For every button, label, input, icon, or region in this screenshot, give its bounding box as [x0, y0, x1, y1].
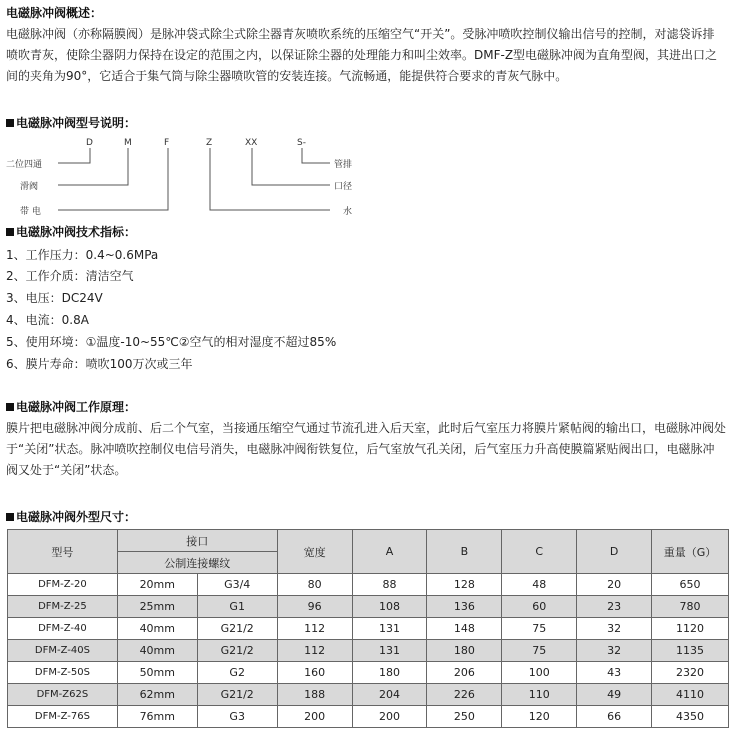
model-letter-m: M — [124, 138, 132, 148]
model-label-water: 水 — [343, 207, 353, 217]
cell-d: 32 — [577, 618, 652, 640]
cell-width: 80 — [277, 574, 352, 596]
cell-thread: G21/2 — [197, 640, 277, 662]
cell-port: 40mm — [117, 640, 197, 662]
cell-port: 20mm — [117, 574, 197, 596]
cell-model: DFM-Z-40S — [8, 640, 118, 662]
square-bullet-icon — [6, 403, 14, 411]
cell-b: 136 — [427, 596, 502, 618]
table-row — [8, 662, 729, 684]
spec-item: 4、电流：0.8A — [6, 313, 89, 327]
header-d: D — [577, 530, 652, 574]
cell-weight: 650 — [652, 574, 729, 596]
cell-width: 200 — [277, 706, 352, 728]
cell-width: 160 — [277, 662, 352, 684]
diagram-line-d — [58, 148, 90, 163]
square-bullet-icon — [6, 513, 14, 521]
cell-c: 48 — [502, 574, 577, 596]
spec-item: 6、膜片寿命：喷吹100万次或三年 — [6, 357, 193, 371]
table-row — [8, 574, 729, 596]
model-letter-xx: XX — [245, 138, 258, 148]
diagram-line-z — [210, 148, 330, 210]
cell-d: 66 — [577, 706, 652, 728]
model-heading: 电磁脉冲阀型号说明： — [6, 114, 136, 131]
cell-d: 23 — [577, 596, 652, 618]
cell-thread: G21/2 — [197, 618, 277, 640]
cell-d: 49 — [577, 684, 652, 706]
cell-model: DFM-Z-40 — [8, 618, 118, 640]
cell-c: 100 — [502, 662, 577, 684]
cell-port: 25mm — [117, 596, 197, 618]
spec-item: 1、工作压力：0.4~0.6MPa — [6, 248, 159, 262]
cell-a: 88 — [352, 574, 427, 596]
cell-a: 204 — [352, 684, 427, 706]
cell-b: 128 — [427, 574, 502, 596]
model-label-two-position: 二位四通 — [6, 160, 43, 170]
cell-thread: G3 — [197, 706, 277, 728]
diagram-line-f — [58, 148, 168, 210]
cell-model: DFM-Z-50S — [8, 662, 118, 684]
table-row — [8, 684, 729, 706]
overview-text: 电磁脉冲阀（亦称隔膜阀）是脉冲袋式除尘式除尘器青灰喷吹系统的压缩空气“开关”。受脉冲喷吹控制仪输出信号的控制，对滤袋诉排喷吹青灰，使除尘器阴力保持在设定的范围之内，以保证除尘器的处理能力和叫尘效率。DMF-Z型电磁脉冲阀为直角型阀，其进出口之间的夹角为90°，它适合于集气筒与除尘器喷吹管的安装连接。气流畅通，能提供符合要求的青灰气脉中。 — [6, 27, 718, 83]
cell-d: 43 — [577, 662, 652, 684]
spec-item: 2、工作介质：清洁空气 — [6, 269, 134, 283]
specs-heading: 电磁脉冲阀技术指标： — [6, 223, 136, 240]
cell-c: 120 — [502, 706, 577, 728]
table-row — [8, 706, 729, 728]
cell-weight: 4110 — [652, 684, 729, 706]
cell-a: 131 — [352, 640, 427, 662]
header-width: 宽度 — [277, 530, 352, 574]
cell-port: 40mm — [117, 618, 197, 640]
cell-a: 108 — [352, 596, 427, 618]
dimensions-heading: 电磁脉冲阀外型尺寸： — [6, 508, 136, 525]
model-letter-z: Z — [206, 138, 213, 148]
cell-d: 20 — [577, 574, 652, 596]
cell-width: 112 — [277, 640, 352, 662]
cell-c: 110 — [502, 684, 577, 706]
cell-weight: 4350 — [652, 706, 729, 728]
header-model: 型号 — [8, 530, 118, 574]
cell-b: 250 — [427, 706, 502, 728]
table-row — [8, 618, 729, 640]
cell-b: 180 — [427, 640, 502, 662]
diagram-line-xx — [252, 148, 330, 185]
cell-port: 76mm — [117, 706, 197, 728]
cell-thread: G1 — [197, 596, 277, 618]
cell-thread: G2 — [197, 662, 277, 684]
header-a: A — [352, 530, 427, 574]
model-label-powered: 带 电 — [20, 207, 41, 217]
header-thread: 公制连接螺纹 — [117, 552, 277, 574]
cell-model: DFM-Z-25 — [8, 596, 118, 618]
cell-b: 226 — [427, 684, 502, 706]
cell-b: 206 — [427, 662, 502, 684]
diagram-line-m — [58, 148, 128, 185]
cell-model: DFM-Z-20 — [8, 574, 118, 596]
dimensions-table — [7, 529, 729, 728]
model-code-diagram — [0, 0, 732, 225]
principle-heading: 电磁脉冲阀工作原理： — [6, 398, 136, 415]
cell-a: 131 — [352, 618, 427, 640]
principle-text: 膜片把电磁脉冲阀分成前、后二个气室，当接通压缩空气通过节流孔进入后天室，此时后气室压力将膜片紧帖阀的输出口，电磁脉冲阀处于“关闭”状态。脉冲喷吹控制仪电信号消失，电磁脉冲阀衔铁复位，后气室放气孔关闭，后气室压力升高使膜篇紧贴阀出口，电磁脉冲阀又处于“关闭”状态。 — [6, 421, 727, 477]
cell-thread: G21/2 — [197, 684, 277, 706]
header-c: C — [502, 530, 577, 574]
cell-weight: 2320 — [652, 662, 729, 684]
cell-port: 62mm — [117, 684, 197, 706]
model-letter-d: D — [86, 138, 93, 148]
cell-weight: 1135 — [652, 640, 729, 662]
cell-weight: 780 — [652, 596, 729, 618]
square-bullet-icon — [6, 228, 14, 236]
overview-heading: 电磁脉冲阀概述： — [6, 6, 103, 20]
table-row — [8, 596, 729, 618]
cell-model: DFM-Z-76S — [8, 706, 118, 728]
spec-item: 5、使用环境：①温度-10~55℃②空气的相对湿度不超过85% — [6, 335, 337, 349]
model-label-slide-valve: 滑阀 — [20, 182, 39, 192]
cell-c: 60 — [502, 596, 577, 618]
model-letter-f: F — [164, 138, 170, 148]
cell-b: 148 — [427, 618, 502, 640]
diagram-line-s — [302, 148, 330, 163]
header-weight: 重量（G） — [652, 530, 729, 574]
cell-a: 200 — [352, 706, 427, 728]
table-row — [8, 640, 729, 662]
header-b: B — [427, 530, 502, 574]
cell-width: 188 — [277, 684, 352, 706]
cell-a: 180 — [352, 662, 427, 684]
cell-width: 96 — [277, 596, 352, 618]
cell-weight: 1120 — [652, 618, 729, 640]
model-label-pipe: 管排 — [334, 160, 353, 170]
cell-port: 50mm — [117, 662, 197, 684]
cell-thread: G3/4 — [197, 574, 277, 596]
cell-d: 32 — [577, 640, 652, 662]
cell-model: DFM-Z62S — [8, 684, 118, 706]
header-port: 接口 — [117, 530, 277, 552]
cell-c: 75 — [502, 640, 577, 662]
model-label-bore: 口径 — [334, 182, 353, 192]
cell-c: 75 — [502, 618, 577, 640]
cell-width: 112 — [277, 618, 352, 640]
spec-item: 3、电压：DC24V — [6, 291, 103, 305]
model-letter-s: S- — [297, 138, 306, 148]
